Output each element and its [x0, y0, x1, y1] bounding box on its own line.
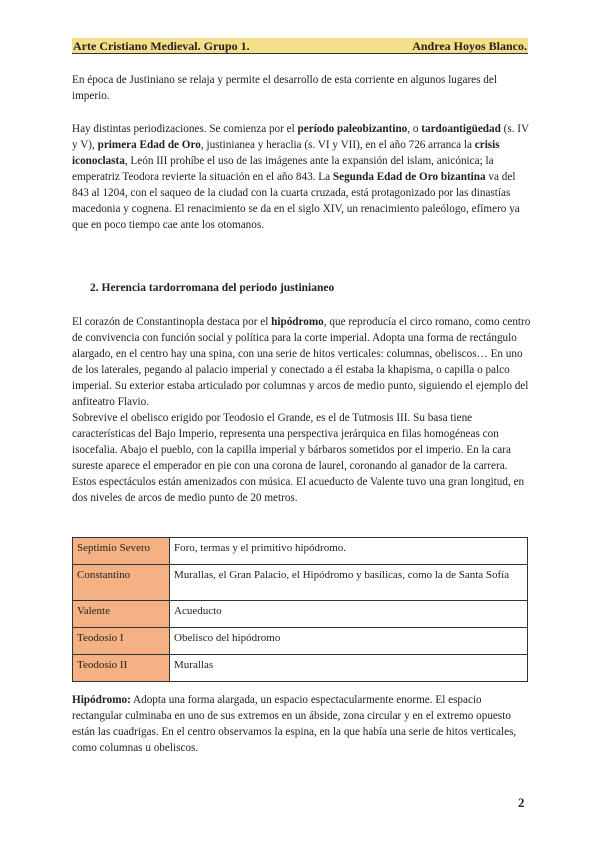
page-header — [72, 38, 528, 54]
term-hipodromo-definition: Hipódromo: — [72, 694, 131, 706]
table-row — [73, 565, 528, 601]
page-number: 2 — [518, 795, 525, 810]
table-row — [73, 601, 528, 628]
works-cell: Obelisco del hipódromo — [170, 628, 528, 655]
works-cell: Murallas — [170, 655, 528, 682]
header-course-title: Arte Cristiano Medieval. Grupo 1. — [73, 39, 250, 53]
works-cell: Murallas, el Gran Palacio, el Hipódromo y basílicas, como la de Santa Sofía — [170, 565, 528, 601]
rulers-table — [72, 537, 528, 682]
table-row — [73, 655, 528, 682]
term-primera-edad-oro: primera Edad de Oro — [97, 139, 201, 151]
hippodrome-paragraph: El corazón de Constantinopla destaca por el hipódromo, que reproducía el circo romano, como centro de convivencia con función social y política para la corte imperial. Adopta una forma de rectángulo alargado, en el centro hay una spina, con una serie de hitos verticales: columnas, obeliscos… En uno de los laterales, pegando al palacio imperial y conectado a él estaba la khapisma, o capilla o palco imperial. Su exterior estaba articulado por columnas y arcos de medio punto, siguiendo el ejemplo del anfiteatro Flavio. — [72, 316, 531, 408]
periodization-paragraph: Hay distintas periodizaciones. Se comienza por el período paleobizantino, o tardoantigüedad (s. IV y V), primera Edad de Oro, justinianea y heraclia (s. VI y VII), en el año 726 arranca la crisis iconoclasta, León III prohíbe el uso de las imágenes ante la expansión del islam, anicónica; la emperatriz Teodora revierte la situación en el año 843. La Segunda Edad de Oro bizantina va del 843 al 1204, con el saqueo de la ciudad con la cuarta cruzada, está protagonizado por las dinastías macedonia y cognena. El renacimiento se da en el siglo XIV, un renacimiento paleólogo, efímero ya que en poco tiempo cae ante los otomanos. — [72, 123, 529, 231]
intro-paragraph: En época de Justiniano se relaja y permite el desarrollo de esta corriente en algunos lugares del imperio. — [72, 74, 497, 102]
section-heading: 2. Herencia tardorromana del periodo justinianeo — [90, 282, 335, 294]
term-segunda-edad-oro: Segunda Edad de Oro bizantina — [332, 171, 486, 183]
table-row — [73, 628, 528, 655]
term-paleobizantino: período paleobizantino — [297, 123, 408, 135]
obelisk-paragraph: Sobrevive el obelisco erigido por Teodosio el Grande, es el de Tutmosis III. Su basa tiene características del Bajo Imperio, representa una perspectiva jerárquica en filas homogéneas con isocefalia. Abajo el pueblo, con la capilla imperial y bárbaros sometidos por el imperio. En la cara sureste aparece el emperador en pie con una corona de laurel, coronando al ganador de la carrera. Estos espectáculos están amenizados con música. El acueducto de Valente tuvo una gran longitud, en dos niveles de arcos de medio punto de 20 metros. — [72, 412, 525, 504]
term-crisis-iconoclasta: crisis iconoclasta — [72, 139, 500, 167]
ruler-cell: Teodosio I — [73, 628, 170, 655]
table-row — [73, 538, 528, 565]
ruler-cell: Valente — [73, 601, 170, 628]
ruler-cell: Constantino — [73, 565, 170, 601]
header-author: Andrea Hoyos Blanco. — [412, 39, 527, 53]
ruler-cell: Teodosio II — [73, 655, 170, 682]
works-cell: Foro, termas y el primitivo hipódromo. — [170, 538, 528, 565]
term-tardoantiguedad: tardoantigüedad — [421, 123, 501, 135]
hipodromo-definition-paragraph: Hipódromo: Adopta una forma alargada, un espacio espectacularmente enorme. El espacio rectangular culminaba en uno de sus extremos en un ábside, zona circular y en el extremo opuesto están las cuadrigas. En el centro observamos la espina, en la que había una serie de hitos verticales, como columnas u obeliscos. — [72, 694, 517, 754]
term-hipodromo: hipódromo — [271, 316, 324, 328]
ruler-cell: Septimio Severo — [73, 538, 170, 565]
works-cell: Acueducto — [170, 601, 528, 628]
